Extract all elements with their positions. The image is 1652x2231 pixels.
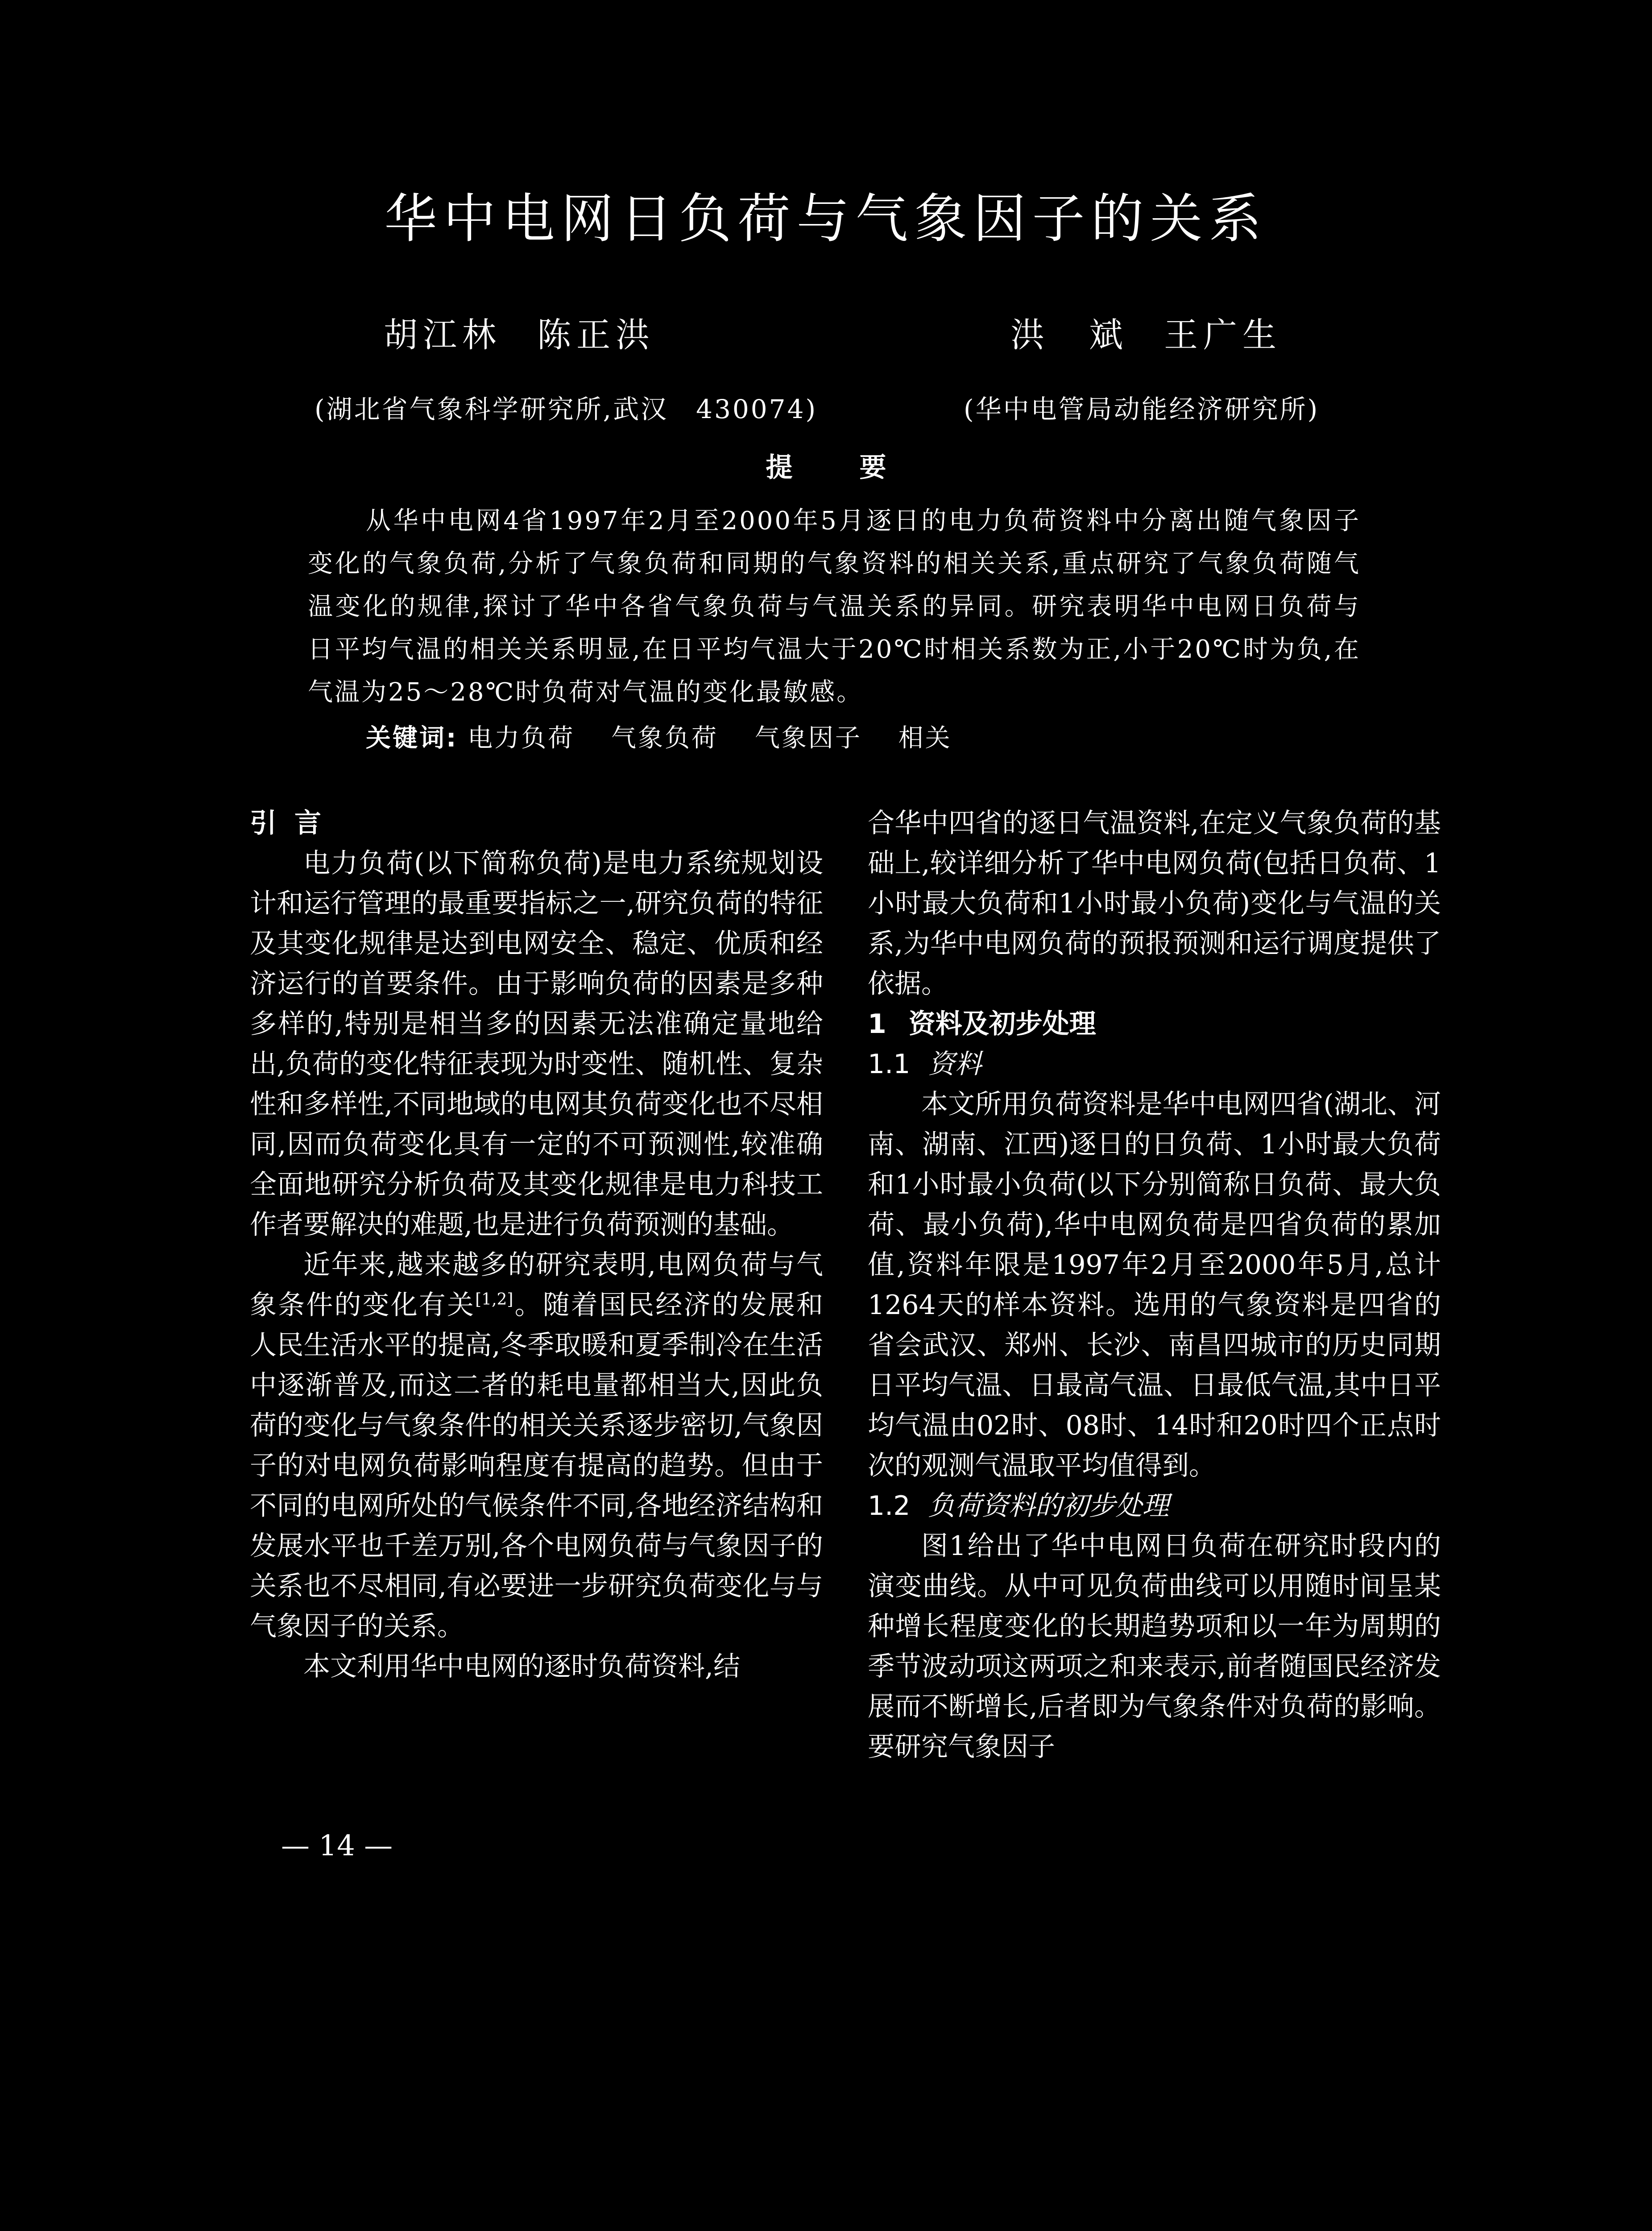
subsection-heading [868,1044,1441,1084]
affiliation-left: (湖北省气象科学研究所,武汉 430074) [315,394,818,424]
affiliation-right: (华中电管局动能经济研究所) [964,394,1320,424]
citation: [1,2] [475,1290,513,1309]
paragraph-text: 。随着国民经济的发展和人民生活水平的提高,冬季取暖和夏季制冷在生活中逐渐普及,而这二者的耗电量都相当大,因此负荷的变化与气象条件的相关关系逐步密切,气象因子的对电网负荷影响程度有提高的趋势。但由于不同的电网所处的气候条件不同,各地经济结构和发展水平也千差万别,各个电网负荷与气象因子的关系也不尽相同,有必要进一步研究负荷变化与与气象因子的关系。 [250,1290,824,1642]
section-number: 1 [868,1008,886,1040]
subsection-title: 资料 [928,1049,982,1080]
subsection-number: 1.2 [868,1490,911,1522]
author-name: 洪 斌 [1010,315,1128,355]
author-name: 胡江林 [384,315,501,355]
paragraph [250,1245,823,1646]
section-title: 资料及初步处理 [908,1008,1096,1040]
subsection-number: 1.1 [868,1049,911,1080]
keywords [366,718,979,754]
subsection-title: 负荷资料的初步处理 [928,1490,1169,1522]
authors [0,308,1652,361]
keyword: 气象负荷 [611,724,719,753]
body-column-right [868,803,1441,1767]
keywords-label: 关键词: [366,724,458,753]
body-column-left [250,803,823,1687]
keyword: 气象因子 [754,724,862,753]
section-title: 言 [294,808,321,839]
paragraph-text: 近年来,越来越多的研究表明,电网负荷与气象条件的变化有关 [250,1249,823,1321]
keyword: 相关 [898,724,952,753]
subsection-heading [868,1486,1441,1526]
paragraph: 本文利用华中电网的逐时负荷资料,结 [303,1651,741,1682]
section-heading [868,1004,1441,1044]
section-heading-intro [250,803,823,843]
paragraph: 本文所用负荷资料是华中电网四省(湖北、河南、湖南、江西)逐日的日负荷、1小时最大负荷和1小时最小负荷(以下分别简称日负荷、最大负荷、最小负荷),华中电网负荷是四省负荷的累加值,资料年限是1997年2月至2000年5月,总计1264天的样本资料。选用的气象资料是四省的省会武汉、郑州、长沙、南昌四城市的历史同期日平均气温、日最高气温、日最低气温,其中日平均气温由02时、08时、14时和20时四个正点时次的观测气温取平均值得到。 [868,1089,1441,1481]
paragraph: 合华中四省的逐日气温资料,在定义气象负荷的基础上,较详细分析了华中电网负荷(包括日负荷、1小时最大负荷和1小时最小负荷)变化与气温的关系,为华中电网负荷的预报预测和运行调度提供了依据。 [868,808,1441,999]
keyword: 电力负荷 [468,724,575,753]
authors-left [384,308,655,357]
abstract-text: 从华中电网4省1997年2月至2000年5月逐日的电力负荷资料中分离出随气象因子变化的气象负荷,分析了气象负荷和同期的气象资料的相关关系,重点研究了气象负荷随气温变化的规律,探讨了华中各省气象负荷与气温关系的异同。研究表明华中电网日负荷与日平均气温的相关关系明显,在日平均气温大于20℃时相关系数为正,小于20℃时为负,在气温为25～28℃时负荷对气温的变化最敏感。 [308,506,1361,707]
author-name: 陈正洪 [537,315,655,355]
author-name: 王广生 [1164,315,1282,355]
abstract-heading: 提要 [766,452,953,483]
authors-right [1010,308,1282,357]
paper-title: 华中电网日负荷与气象因子的关系 [384,188,1268,249]
paragraph: 图1给出了华中电网日负荷在研究时段内的演变曲线。从中可见负荷曲线可以用随时间呈某种增长程度变化的长期趋势项和以一年为周期的季节波动项这两项之和来表示,前者随国民经济发展而不断增长,后者即为气象条件对负荷的影响。要研究气象因子 [868,1530,1441,1762]
page-number: — 14 — [281,1829,393,1862]
section-number: 引 [250,808,277,839]
paragraph: 电力负荷(以下简称负荷)是电力系统规划设计和运行管理的最重要指标之一,研究负荷的特征及其变化规律是达到电网安全、稳定、优质和经济运行的首要条件。由于影响负荷的因素是多种多样的,特别是相当多的因素无法准确定量地给出,负荷的变化特征表现为时变性、随机性、复杂性和多样性,不同地域的电网其负荷变化也不尽相同,因而负荷变化具有一定的不可预测性,较准确全面地研究分析负荷及其变化规律是电力科技工作者要解决的难题,也是进行负荷预测的基础。 [250,848,823,1240]
